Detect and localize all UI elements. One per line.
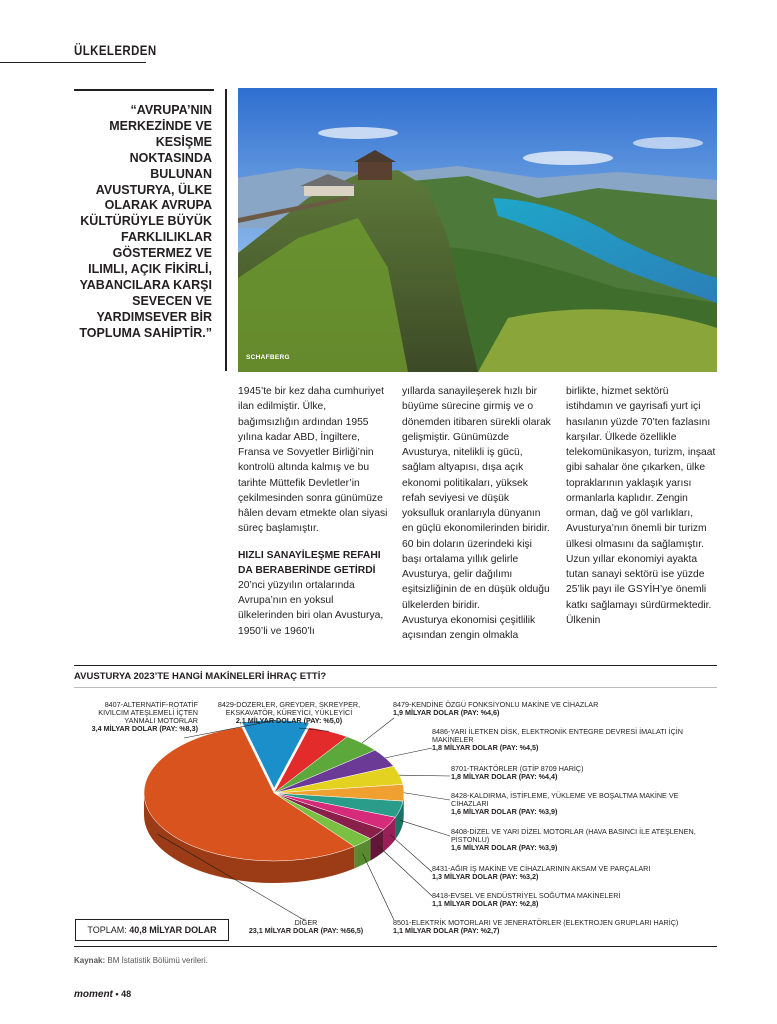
slice-label	[236, 919, 376, 935]
text-column-2	[402, 384, 552, 643]
paragraph: yıllarda sanayileşerek hızlı bir büyüme sürecine girmiş ve o dönemden itibaren sürekli olarak gelişmiştir. Günümüzde Avusturya, nitelikli iş gücü, sağlam altyapısı, dışa açık ekonomi politikaları, yüksek refah seviyesi ve düşük yoksulluk oranlarıyla dünyanın en güçlü ekonomilerinden biridir. 60 bin doların üzerindeki kişi başı ortalama yıllık gelirle Avusturya, gelir dağılımı eşitsizliğinin de en düşük olduğu ülkelerden biridir.	[402, 386, 551, 611]
chart-top-rule	[74, 665, 717, 666]
section-rule	[0, 62, 146, 63]
slice-label	[205, 701, 373, 725]
slice-value: 2,1 MİLYAR DOLAR (PAY: %5,0)	[235, 716, 343, 725]
slice-name: 8428-KALDIRMA, İSTİFLEME, YÜKLEME VE BOŞALTMA MAKİNE VE CİHAZLARI	[451, 791, 679, 808]
slice-value: 1,6 MİLYAR DOLAR (PAY: %3,9)	[451, 843, 558, 852]
photo-caption: SCHAFBERG	[246, 354, 290, 361]
slice-name: 8418-EVSEL VE ENDÜSTRİYEL SOĞUTMA MAKİNELERİ	[432, 891, 621, 900]
page-footer	[74, 989, 131, 1000]
chart-bottom-rule	[74, 946, 717, 947]
slice-value: 1,3 MİLYAR DOLAR (PAY: %3,2)	[432, 872, 539, 881]
slice-label	[451, 765, 717, 781]
slice-label	[393, 919, 717, 935]
leader-line	[377, 845, 432, 896]
slice-value: 23,1 MİLYAR DOLAR (PAY: %56,5)	[248, 926, 364, 935]
quote-top-rule	[74, 89, 214, 91]
page-number: • 48	[115, 989, 132, 999]
slice-value: 1,1 MİLYAR DOLAR (PAY: %2,8)	[432, 899, 539, 908]
subheading: HIZLI SANAYİLEŞME REFAHI DA BERABERİNDE GETİRDİ	[238, 549, 381, 576]
slice-value: 1,1 MİLYAR DOLAR (PAY: %2,7)	[393, 926, 500, 935]
total-box	[75, 919, 229, 941]
slice-name: 8431-AĞIR İŞ MAKİNE VE CİHAZLARININ AKSAM VE PARÇALARI	[432, 864, 651, 873]
slice-value: 1,6 MİLYAR DOLAR (PAY: %3,9)	[451, 807, 558, 816]
slice-name: 8429-DOZERLER, GREYDER, SKREYPER, EKSKAVATÖR, KÜREYİCİ, YÜKLEYİCİ	[217, 700, 361, 717]
quote-side-rule	[225, 89, 227, 371]
section-title: ÜLKELERDEN	[74, 42, 157, 58]
leader-line	[404, 793, 450, 800]
slice-value: 3,4 MİLYAR DOLAR (PAY: %8,3)	[91, 724, 198, 733]
slice-name: DİĞER	[294, 918, 318, 927]
text-column-1	[238, 384, 388, 639]
slice-label	[393, 701, 713, 717]
total-value: 40,8 MİLYAR DOLAR	[129, 925, 217, 935]
paragraph: 1945’te bir kez daha cumhuriyet ilan edilmiştir. Ülke, bağımsızlığın ardından 1955 yılına kadar ABD, İngiltere, Fransa ve Sovyetler Birliği’nin kontrolü altında kalmış ve bu tarihte Müttefik Devletler’in çekilmesinden sonra günümüze hâlen devam etmekte olan siyasi süreç başlamıştır.	[238, 386, 388, 535]
leader-line	[399, 775, 450, 776]
total-label: TOPLAM:	[87, 925, 127, 935]
slice-label	[451, 828, 717, 852]
slice-value: 1,9 MİLYAR DOLAR (PAY: %4,6)	[393, 708, 500, 717]
slice-name: 8479-KENDİNE ÖZGÜ FONKSİYONLU MAKİNE VE CİHAZLAR	[393, 700, 599, 709]
leader-line	[390, 835, 432, 872]
slice-value: 1,8 MİLYAR DOLAR (PAY: %4,5)	[432, 743, 539, 752]
source-text: BM İstatistik Bölümü verileri.	[107, 956, 208, 965]
slice-name: 8501-ELEKTRİK MOTORLARI VE JENERATÖRLER (ELEKTROJEN GRUPLARI HARİÇ)	[393, 918, 679, 927]
leader-line	[400, 820, 450, 836]
slice-label	[432, 728, 717, 752]
slice-label	[432, 892, 717, 908]
source-note	[74, 956, 208, 965]
source-label: Kaynak:	[74, 956, 106, 965]
brand-logo: moment	[74, 989, 113, 1000]
paragraph: 20’nci yüzyılın ortalarında Avrupa’nın en yoksul ülkelerinden biri olan Avusturya, 1950’li ve 1960’lı	[238, 579, 384, 637]
leader-line	[363, 854, 394, 920]
slice-label	[432, 865, 717, 881]
paragraph: Avusturya ekonomisi çeşitlilik açısından zengin olmakla	[402, 614, 536, 641]
paragraph: Uzun yıllar ekonomiyi ayakta tutan sanayi sektörü ise yüzde 25’lik payı ile GSYİH’ye önemli katkı sağlamayı sürdürmektedir. Ülkenin	[566, 553, 712, 626]
paragraph: birlikte, hizmet sektörü istihdamın ve gayrisafi yurt içi hasılanın yüzde 70’ten fazlasını karşılar. Ülkede özellikle telekomünikasyon, turizm, inşaat gibi sahalar öne çıkarken, ülke topraklarının yaklaşık yarısı ormanlarla kaplıdır. Zengin orman, dağ ve göl varlıkları, Avusturya’nın önemli bir turizm ülkesi olmasını da sağlamıştır.	[566, 386, 716, 550]
slice-label	[451, 792, 717, 816]
leader-line	[385, 748, 432, 758]
slice-name: 8486-YARI İLETKEN DİSK, ELEKTRONİK ENTEGRE DEVRESİ İMALATI İÇİN MAKİNELER	[432, 727, 683, 744]
slice-name: 8407-ALTERNATİF-ROTATİF KIVILCIM ATEŞLEMELİ İÇTEN YANMALI MOTORLAR	[98, 700, 198, 725]
slice-name: 8408-DİZEL VE YARI DİZEL MOTORLAR (HAVA BASINCI İLE ATEŞLENEN, PİSTONLU)	[451, 827, 696, 844]
landscape-photo	[238, 88, 717, 372]
text-column-3	[566, 384, 717, 628]
slice-value: 1,8 MİLYAR DOLAR (PAY: %4,4)	[451, 772, 558, 781]
slice-name: 8701-TRAKTÖRLER (GTİP 8709 HARİÇ)	[451, 764, 584, 773]
slice-label	[74, 701, 198, 733]
pull-quote: “AVRUPA’NIN MERKEZİNDE VE KESİŞME NOKTASINDA BULUNAN AVUSTURYA, ÜLKE OLARAK AVRUPA KÜLTÜRÜYLE BÜYÜK FARKLILIKLAR GÖSTERMEZ VE ILIMLI, AÇIK FİKİRLİ, YABANCILARA KARŞI SEVECEN VE YARDIMSEVER BİR TOPLUMA SAHİPTİR.”	[79, 103, 212, 340]
chart-title: AVUSTURYA 2023’TE HANGİ MAKİNELERİ İHRAÇ ETTİ?	[74, 671, 327, 682]
